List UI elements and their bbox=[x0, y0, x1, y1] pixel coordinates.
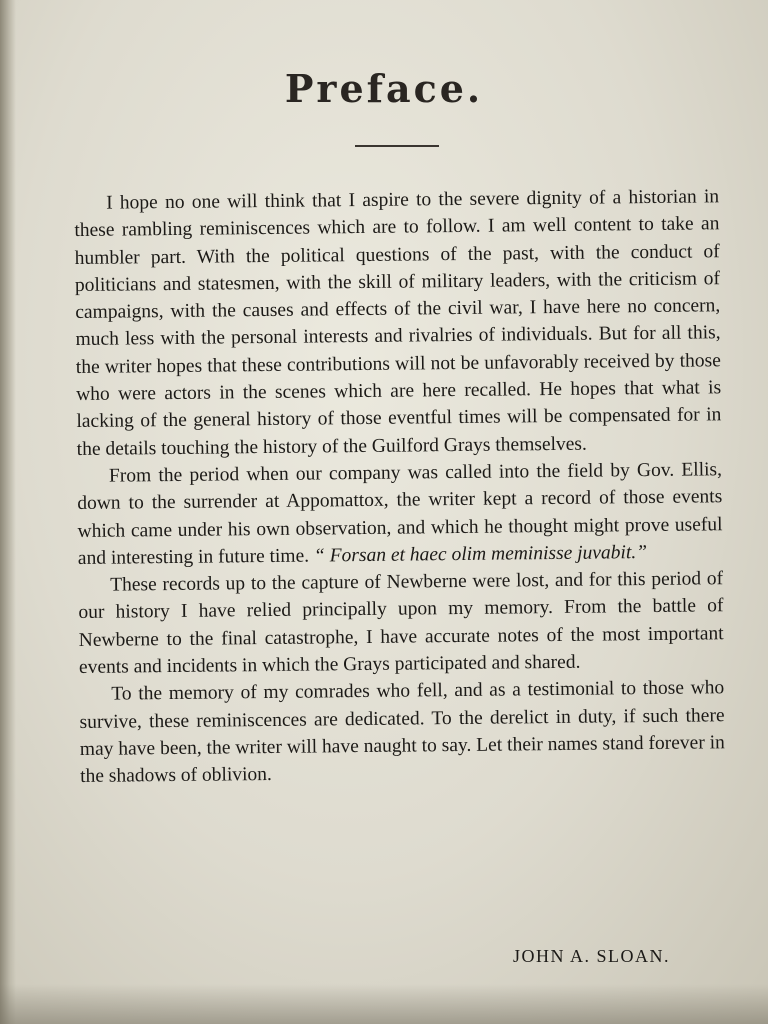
author-signature: JOHN A. SLOAN. bbox=[512, 946, 670, 966]
paragraph-4-text: To the memory of my comrades who fell, and as a testimonial to those who survive, these reminiscences are dedicated. To the derelict in duty, if such there may have been, the writer will have naught to say. Let their names stand forever in the shadows of oblivion. bbox=[79, 677, 725, 788]
paragraph-1-text: I hope no one will think that I aspire to the severe dignity of a historian in these rambling reminiscences which are to follow. I am well content to take an humbler part. With the political questions of the past, with the conduct of politicians and statesmen, with the skill of military leaders, with the criticism of campaigns, with the causes and effects of the civil war, I have here no concern, much less with the personal interests and rivalries of individuals. But for all this, the writer hopes that these contributions will not be unfavorably received by those who were actors in the scenes which are here recalled. He hopes that what is lacking of the general history of those eventful times will be compensated for in the details touching the history of the Guilford Grays themselves. bbox=[74, 186, 722, 460]
paragraph-2 bbox=[77, 456, 723, 572]
page-title: Preface. bbox=[284, 66, 484, 111]
preface-body bbox=[74, 183, 725, 790]
paragraph-3-text: These records up to the capture of Newberne were lost, and for this period of our history I have relied principally upon my memory. From the battle of Newberne to the final catastrophe, I have accurate notes of the most important events and incidents in which the Grays participated and shared. bbox=[78, 568, 724, 679]
paragraph-4 bbox=[79, 675, 725, 791]
paragraph-2-text: From the period when our company was called into the field by Gov. Ellis, down to the surrender at Appomattox, the writer kept a record of those events which came under his own observation, and which he thought might prove useful and interesting in future time. bbox=[77, 459, 723, 569]
paragraph-1 bbox=[74, 183, 722, 463]
paragraph-3 bbox=[78, 565, 724, 681]
title-rule bbox=[355, 145, 439, 147]
latin-quote: “ Forsan et haec olim meminisse juvabit.” bbox=[313, 541, 648, 567]
